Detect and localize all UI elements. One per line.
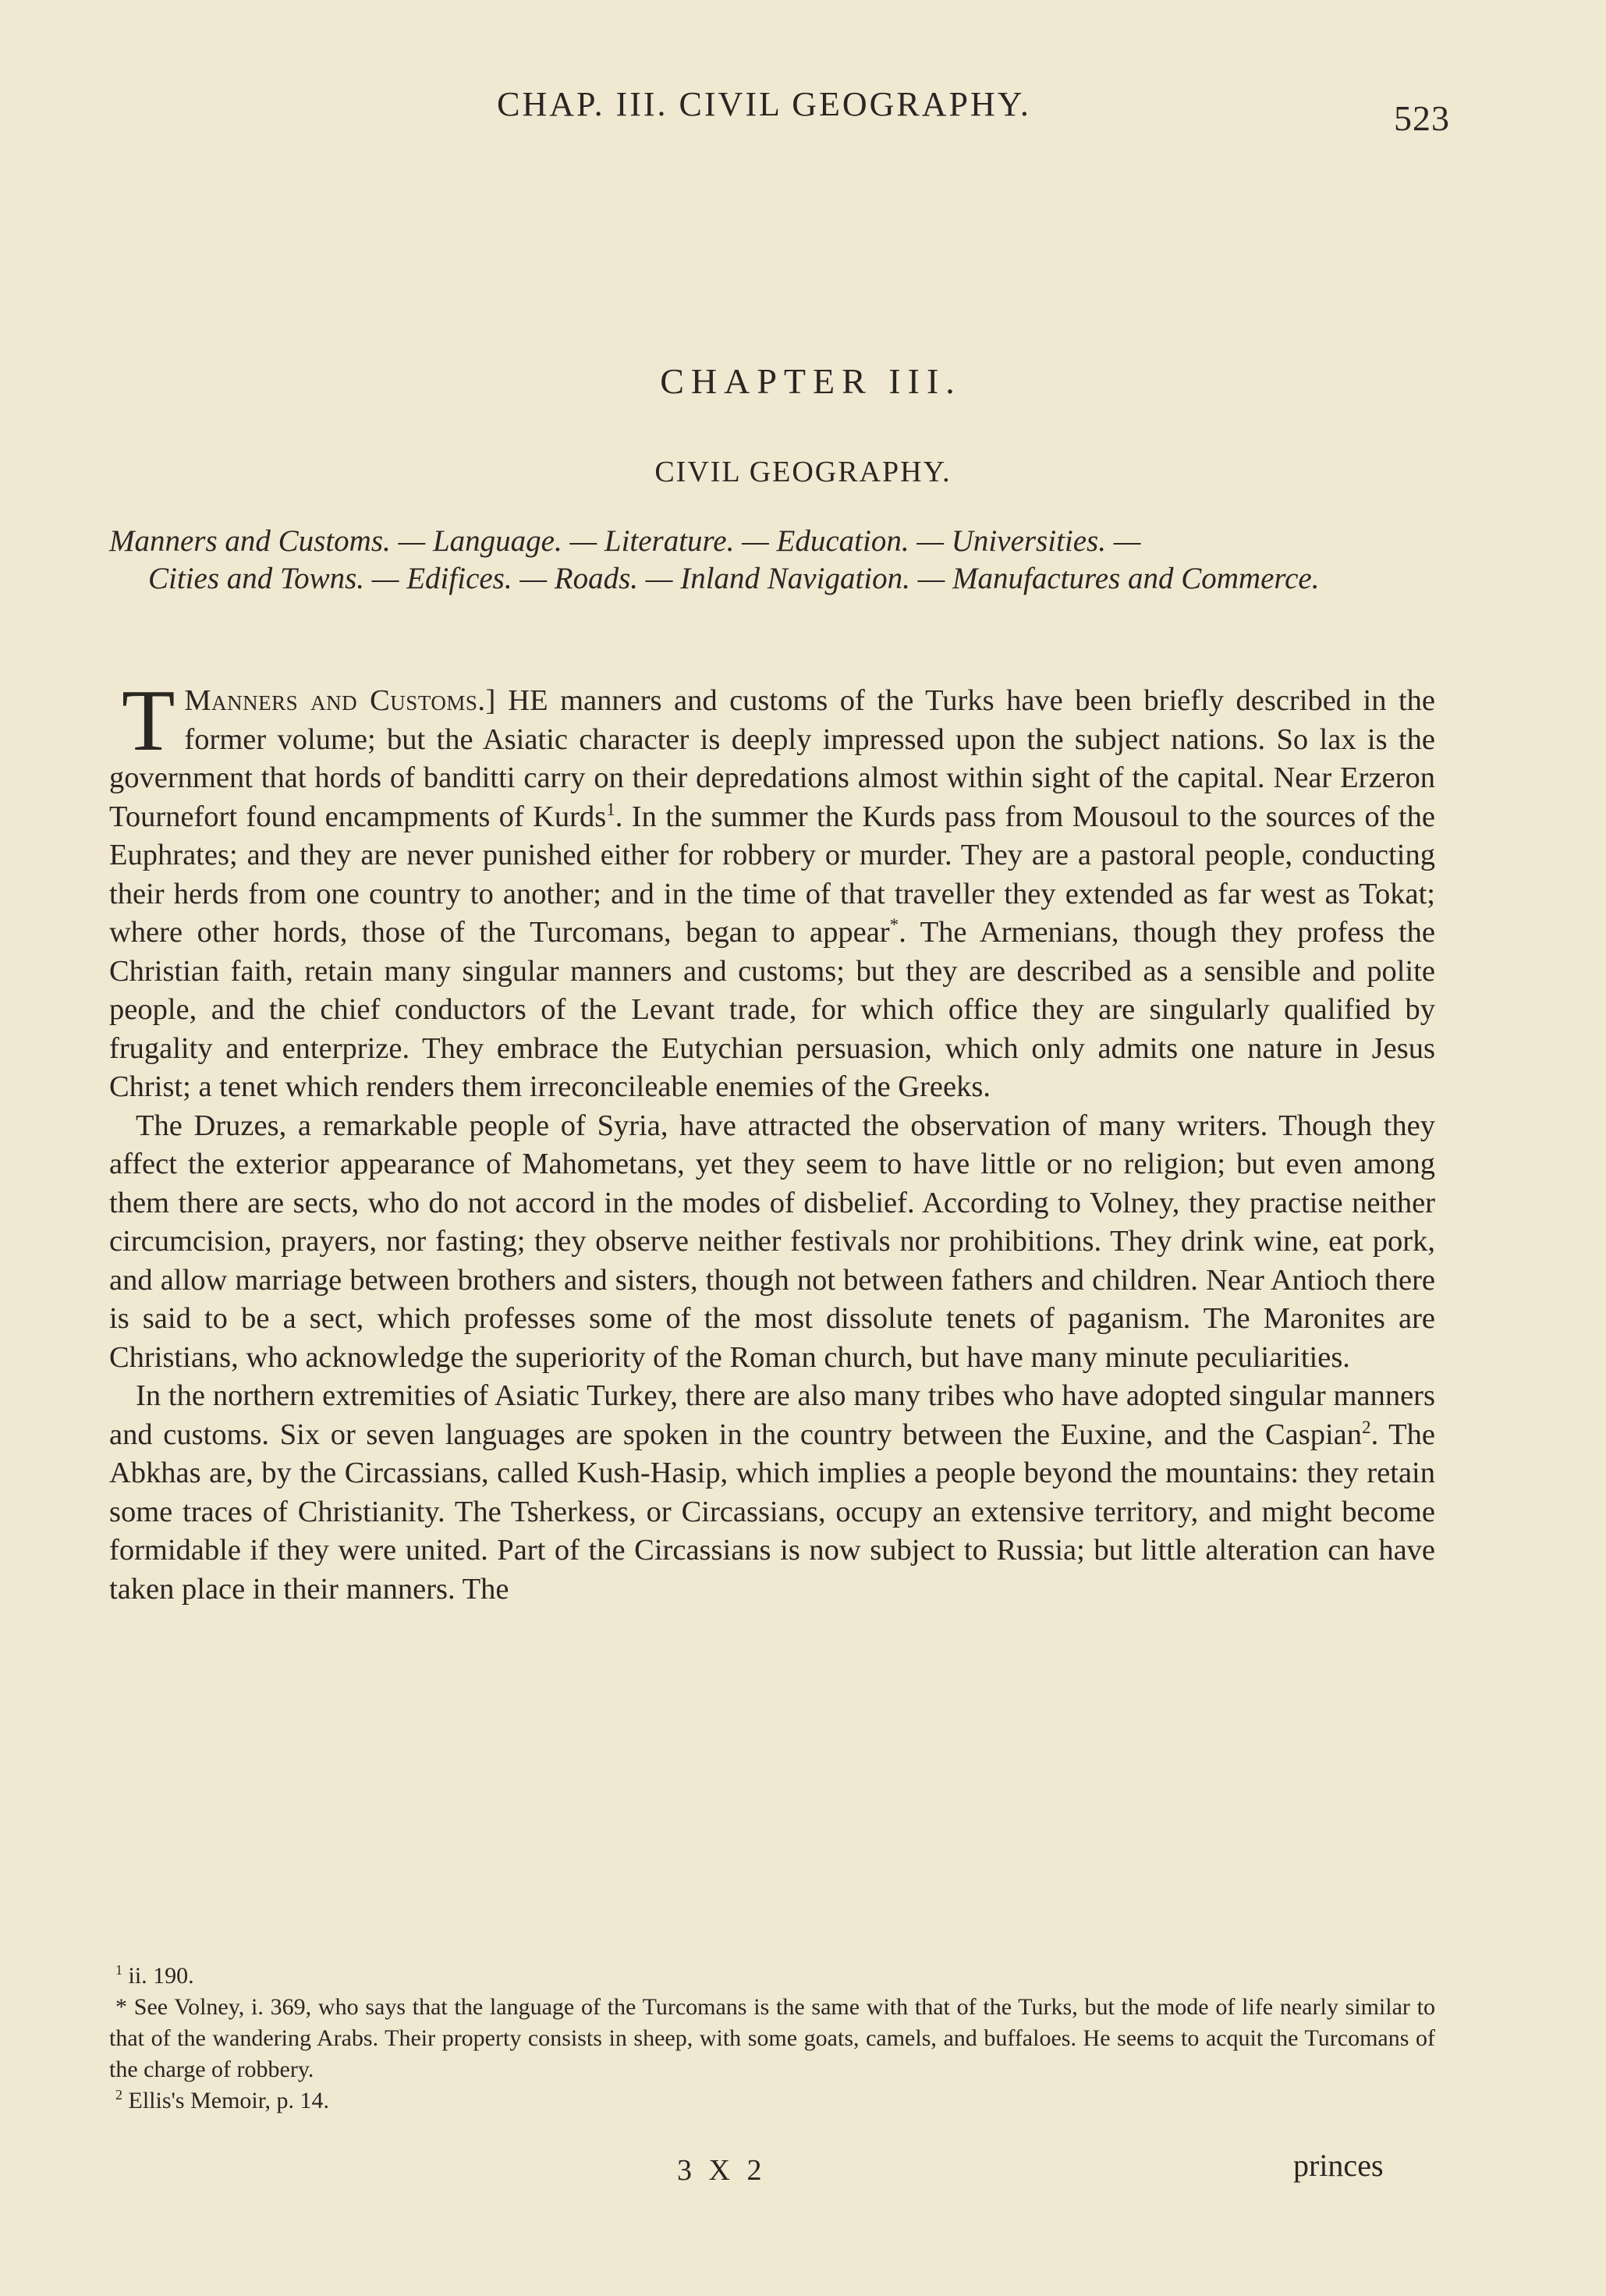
paragraph-3-text-b: . The Abkhas are, by the Circassians, called Kush-Hasip, which implies a people beyond the mountains: they retain some traces of Christianity. The Tsherkess, or Circassians, occupy an extensive territory, and might become formidable if they were united. Part of the Circassians is now subject to Russia; but little alteration can have taken place in their manners. The [109,1418,1435,1606]
paragraph-2: The Druzes, a remarkable people of Syria, have attracted the observation of many writers. Though they affect the exterior appearance of Mahometans, yet they seem to have little or no religion; but even among them there are sects, who do not accord in the modes of disbelief. According to Volney, they practise neither circumcision, prayers, nor fasting; they observe neither festivals nor prohibitions. They drink wine, eat pork, and allow marriage between brothers and sisters, though not between fathers and children. Near Antioch there is said to be a sect, which professes some of the most dissolute tenets of paganism. The Maronites are Christians, who acknowledge the superiority of the Roman church, but have many minute peculiarities. [109,1109,1435,1374]
footnote-2 [109,1992,1435,2085]
chapter-title: CHAPTER III. [660,361,962,401]
paragraph-3-text-a: In the northern extremities of Asiatic Turkey, there are also many tribes who have adopted singular manners and customs. Six or seven languages are spoken in the country between the Euxine, and the Caspian [109,1379,1435,1451]
running-title: CHAP. III. CIVIL GEOGRAPHY. [497,85,1031,123]
drop-cap: T [122,672,175,769]
page-number: 523 [1394,98,1450,138]
footnote-ref-1[interactable]: 1 [606,798,615,819]
side-heading: Manners and Customs.] [184,684,496,717]
paragraph-1-text-a: HE manners and customs of the Turks have been briefly described in the former volume; but the Asiatic character is deeply impressed upon the subject nations. So lax is the government that hords of banditti carry on their depredations almost within sight of the capital. Near Erzeron Tournefort found encampments of Kurds [109,684,1435,833]
footnotes [109,1961,1435,2117]
footnote-3 [109,2085,1435,2117]
summary-line-1: Manners and Customs. — Language. — Literature. — Education. — Universities. — [109,524,1141,558]
running-head [0,84,1606,124]
footnote-ref-2[interactable]: 2 [1362,1416,1371,1437]
chapter-subtitle: CIVIL GEOGRAPHY. [654,456,952,488]
paragraph-1-text-b: . In the summer the Kurds pass from Mousoul to the sources of the Euphrates; and they are never punished either for robbery or murder. They are a pastoral people, conducting their herds from one country to another; and in the time of that traveller they extended as far west as Tokat; where other hords, those of the Turcomans, began to appear [109,800,1436,949]
paragraph-3 [109,1377,1435,1609]
summary-line-2: Cities and Towns. — Edifices. — Roads. — Inland Navigation. — Manufactures and Commerce. [148,562,1320,595]
footnote-3-text: Ellis's Memoir, p. 14. [128,2088,330,2113]
footnote-1 [109,1961,1435,1992]
chapter-summary [109,523,1435,598]
catchword: princes [1293,2148,1384,2183]
footnote-1-text: ii. 190. [128,1963,194,1989]
body-text [109,672,1436,1609]
paragraph-1-text-c: . The Armenians, though they profess the Christian faith, retain many singular manners and customs; but they are described as a sensible and polite people, and the chief conductors of the Levant trade, for which office they are singularly qualified by frugality and enterprize. They embrace the Eutychian persuasion, which only admits one nature in Jesus Christ; a tenet which renders them irreconcileable enemies of the Greeks. [109,916,1435,1103]
footnote-2-text: See Volney, i. 369, who says that the language of the Turcomans is the same with that of the Turks, but the mode of life nearly similar to that of the wandering Arabs. Their property consists in sheep, with some goats, camels, and buffaloes. He seems to acquit the Turcomans of the charge of robbery. [109,1994,1435,2082]
footnote-3-mark: 2 [115,2087,122,2103]
signature-mark: 3 X 2 [677,2154,767,2187]
footnote-1-mark: 1 [115,1962,122,1978]
footnote-2-mark: * [115,1994,127,2020]
footnote-ref-star[interactable]: * [889,914,899,935]
paragraph-1 [109,672,1436,1107]
